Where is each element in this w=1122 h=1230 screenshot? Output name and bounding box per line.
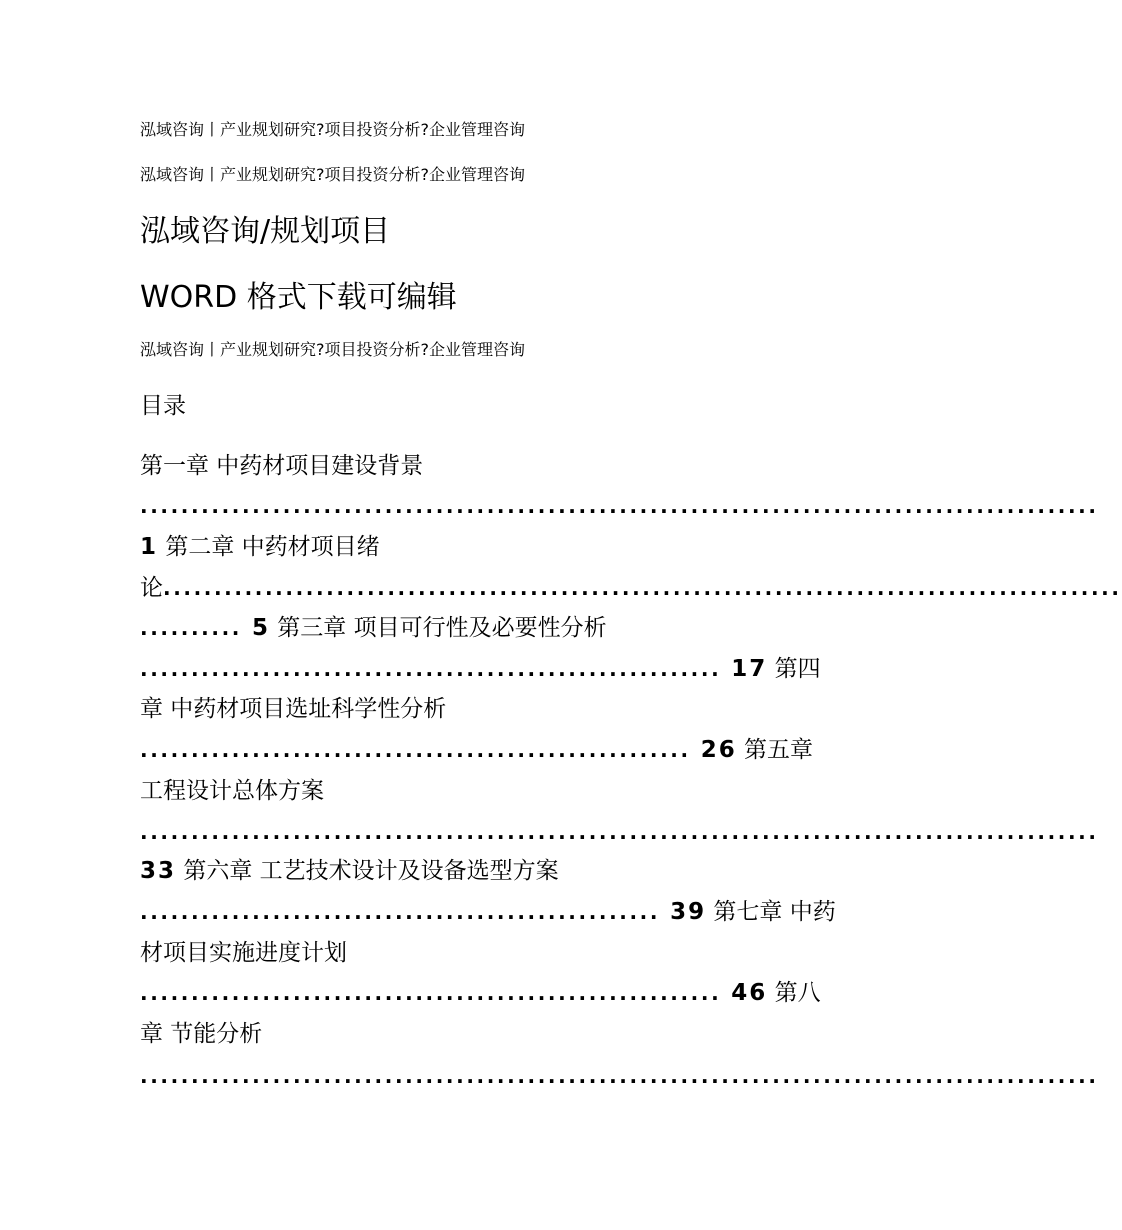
- page-number: 26: [690, 737, 737, 763]
- document-subtitle: WORD 格式下载可编辑: [140, 280, 457, 315]
- toc-leader-dots: .........................................................: [140, 981, 722, 1005]
- header-line-1: 泓域咨询丨产业规划研究?项目投资分析?企业管理咨询: [140, 120, 525, 139]
- toc-leader-dots: ......................................................: [140, 738, 691, 762]
- toc-line-12: [140, 897, 836, 927]
- toc-line-15: 章 节能分析: [140, 1021, 263, 1047]
- toc-line-3: [140, 532, 380, 562]
- toc-line-4: [140, 573, 1122, 603]
- toc-dots-1: ..............................................................................................: [140, 494, 1099, 518]
- toc-line-14: [140, 978, 820, 1008]
- toc-line-5: [140, 613, 607, 643]
- page-number: 33: [140, 858, 177, 884]
- toc-entry-text: 第七章 中药: [706, 899, 836, 925]
- header-line-3: 泓域咨询丨产业规划研究?项目投资分析?企业管理咨询: [140, 340, 525, 359]
- page-number: 5: [241, 615, 270, 641]
- toc-leader-dots: ..............................................................................................: [163, 576, 1122, 600]
- toc-line-13: 材项目实施进度计划: [140, 940, 347, 966]
- toc-line-8: [140, 735, 820, 765]
- toc-entry-text: 第八: [767, 980, 821, 1006]
- toc-line-6: [140, 654, 820, 684]
- toc-entry-text: 第二章 中药材项目绪: [158, 534, 380, 560]
- toc-leader-dots: .........................................................: [140, 657, 722, 681]
- toc-entry-text: 第五章: [736, 737, 814, 763]
- toc-line-9: 工程设计总体方案: [140, 778, 324, 804]
- page-number: 17: [721, 656, 768, 682]
- toc-line-11: [140, 856, 559, 886]
- toc-entry-text: 论: [140, 575, 163, 601]
- toc-heading: 目录: [140, 393, 186, 419]
- page-number: 46: [721, 980, 768, 1006]
- toc-line-1: 第一章 中药材项目建设背景: [140, 453, 424, 479]
- toc-line-7: 章 中药材项目选址科学性分析: [140, 696, 447, 722]
- page-number: 39: [660, 899, 707, 925]
- toc-entry-text: 第四: [767, 656, 821, 682]
- header-line-2: 泓域咨询丨产业规划研究?项目投资分析?企业管理咨询: [140, 165, 525, 184]
- page-number: 1: [140, 534, 159, 560]
- toc-leader-dots: ..........: [140, 616, 242, 640]
- toc-entry-text: 第六章 工艺技术设计及设备选型方案: [176, 858, 559, 884]
- toc-dots-10: ..............................................................................................: [140, 820, 1099, 844]
- toc-entry-text: 第三章 项目可行性及必要性分析: [270, 615, 607, 641]
- document-title: 泓域咨询/规划项目: [140, 214, 391, 249]
- toc-leader-dots: ...................................................: [140, 900, 661, 924]
- toc-dots-16: ..............................................................................................: [140, 1064, 1099, 1088]
